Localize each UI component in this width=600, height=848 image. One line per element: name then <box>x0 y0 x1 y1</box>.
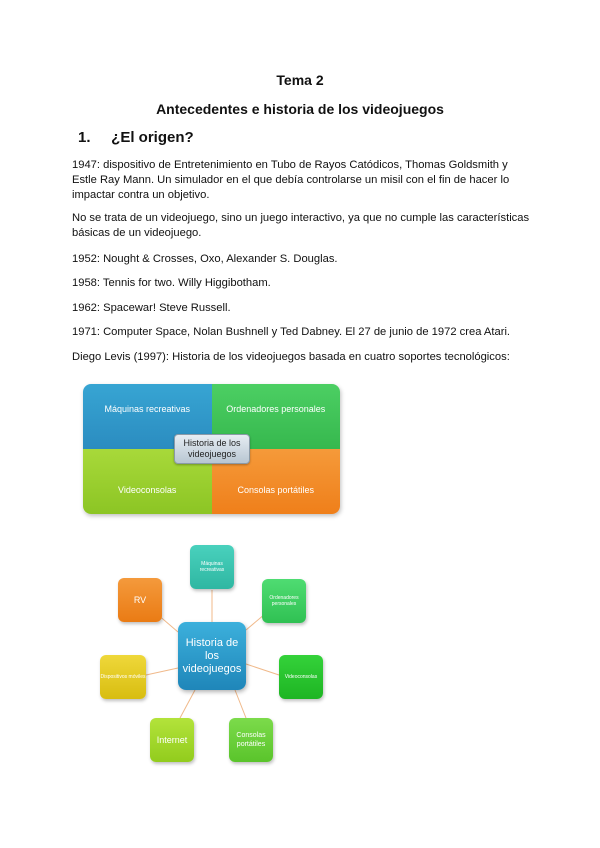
connector-dispositivos <box>146 668 178 675</box>
radial-node-ordenadores: Ordenadores personales <box>262 579 306 623</box>
paragraph-1971: 1971: Computer Space, Nolan Bushnell y Ted Dabney. El 27 de junio de 1972 crea Atari. <box>72 326 511 338</box>
paragraph-1952: 1952: Nought & Crosses, Oxo, Alexander S. Douglas. <box>72 253 338 265</box>
paragraph-1962: 1962: Spacewar! Steve Russell. <box>72 302 231 314</box>
grid-center-label: Historia de los videojuegos <box>174 434 250 464</box>
connector-consolas <box>235 690 246 718</box>
radial-node-maquinas: Máquinas recreativas <box>190 545 234 589</box>
paragraph-1947: 1947: dispositivo de Entretenimiento en Tubo de Rayos Catódicos, Thomas Goldsmith y Estle Ray Mann. Un simulador en el que debía controlarse un misil con el fin de hacer lo impactar contra un objetivo. <box>72 159 510 202</box>
grid-cell-consolas: Consolas portátiles <box>212 449 341 514</box>
radial-node-dispositivos: Dispositivos móviles <box>100 655 146 699</box>
document-subtitle: Antecedentes e historia de los videojuegos <box>156 101 444 117</box>
paragraph-interactive-note: No se trata de un videojuego, sino un juego interactivo, ya que no cumple las características básicas de un videojuego. <box>72 212 530 240</box>
connector-internet <box>180 690 195 718</box>
paragraph-levis: Diego Levis (1997): Historia de los videojuegos basada en cuatro soportes tecnológicos: <box>72 351 510 363</box>
radial-node-rv: RV <box>118 578 162 622</box>
section-title: ¿El origen? <box>111 129 194 146</box>
paragraph-1958: 1958: Tennis for two. Willy Higgibotham. <box>72 277 271 289</box>
radial-node-internet: Internet <box>150 718 194 762</box>
radial-node-consolas: Consolas portátiles <box>229 718 273 762</box>
tema-title: Tema 2 <box>276 72 324 88</box>
connector-videoconsolas <box>246 664 279 675</box>
section-number: 1. <box>78 129 91 146</box>
radial-hub: Historia de los videojuegos <box>178 622 246 690</box>
radial-node-videoconsolas: Videoconsolas <box>279 655 323 699</box>
grid-cell-ordenadores: Ordenadores personales <box>212 384 341 449</box>
grid-cell-maquinas: Máquinas recreativas <box>83 384 212 449</box>
grid-cell-videoconsolas: Videoconsolas <box>83 449 212 514</box>
